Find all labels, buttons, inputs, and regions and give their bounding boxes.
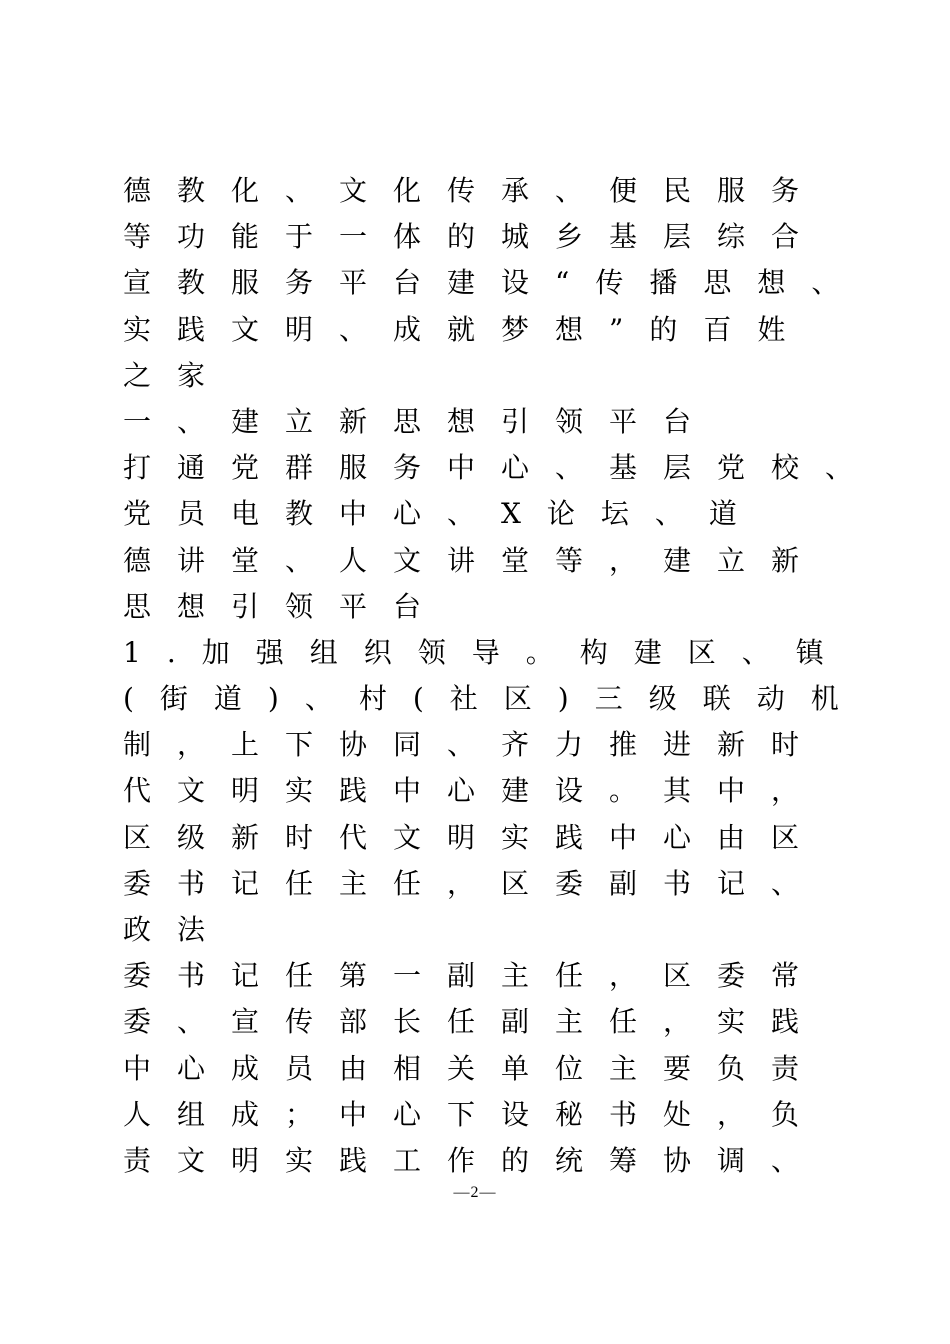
body-text (123, 168, 923, 1184)
text-line: 实践文明、成就梦想”的百姓 (123, 312, 812, 346)
text-line: 区级新时代文明实践中心由区 (123, 820, 826, 854)
subsection-heading: 1.加强组织领导。构建区、镇 (123, 635, 850, 669)
text-line: 人组成；中心下设秘书处，负 (123, 1097, 826, 1131)
text-line: 委书记任主任，区委副书记、 (123, 866, 826, 900)
text-line: 委书记任第一副主任，区委常 (123, 959, 826, 993)
text-line: 等功能于一体的城乡基层综合 (123, 220, 826, 254)
text-line: 委、宣传部长任副主任，实践 (123, 1005, 826, 1039)
text-line: 代文明实践中心建设。其中， (123, 774, 826, 808)
text-line: 之家 (123, 358, 232, 392)
text-line: 中心成员由相关单位主要负责 (123, 1051, 826, 1085)
text-line: 打通党群服务中心、基层党校、 (123, 451, 880, 485)
text-line: 宣教服务平台建设“传播思想、 (123, 266, 866, 300)
page-number: —2— (453, 1184, 497, 1201)
text-line: 思想引领平台 (123, 589, 448, 623)
text-line: 德讲堂、人文讲堂等，建立新 (123, 543, 826, 577)
text-line: 责文明实践工作的统筹协调、 (123, 1143, 826, 1177)
text-line: (街道)、村(社区)三级联动机 (123, 682, 865, 716)
text-line: 制，上下协同、齐力推进新时 (123, 728, 826, 762)
text-line: 德教化、文化传承、便民服务 (123, 174, 826, 207)
section-heading: 一、建立新思想引领平台 (123, 404, 718, 438)
text-line: 党员电教中心、X论坛、道 (123, 497, 763, 531)
text-line: 政法 (123, 913, 232, 946)
